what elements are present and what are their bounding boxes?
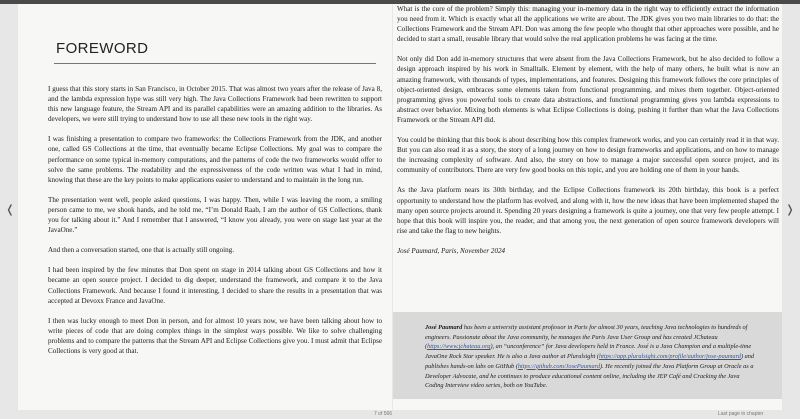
page-indicator: 7 of 566: [374, 411, 393, 417]
next-page-chevron-icon[interactable]: ❭: [785, 202, 795, 216]
paragraph: What is the core of the problem? Simply this: managing your in-memory data in the right way to efficiently extract the information you need from it. Which is exactly what all the applications we write are about. The JDK gives you two main libraries to do that: the Collections Framework and the Stream API. Don was among the few people who thought that other approaches were possible, and he decided to start a small, reusable library that would solve the real application problems he was facing at the time.: [397, 5, 779, 44]
bio-text-4: ). He recently joined the Java Platform Group at Oracle as a Developer Advocate, and he continues to produce educational content online, including the JEP Café and Cracking the Java Coding Interview video series, both on YouTube.: [425, 362, 754, 390]
paragraph: As the Java platform nears its 30th birthday, and the Eclipse Collections framework its 20th birthday, this book is a perfect opportunity to understand how the platform has evolved, and along with it, how the new ideas that have been implemented shaped the many open source projects around it. Spending 20 years designing a framework is quite a journey, one that very few people attempt. I hope that this book will inspire you, the reader, and that among you, the next generation of open source framework developers will rise and take the flag to new heights.: [397, 186, 779, 235]
bio-text-1: has been a university assistant professor in Paris for almost 30 years, teaching Java technologies to hundreds of engineers. Passionate about the Java community, he manages the Paris Java User Group and has created JChateau (: [425, 324, 748, 351]
last-page-in-chapter-label: Last page in chapter: [718, 411, 764, 417]
github-link[interactable]: https://github.com/JosePaumard: [517, 362, 601, 370]
paragraph: Not only did Don add in-memory structures that were absent from the Java Collections Framework, but he also decided to follow a design approach inspired by his work in Smalltalk. Element by element, with the help of many others, he built what is now an amazing framework, with thousands of types, implementations, and features. Designing this framework follows the core principles of object-oriented design, embraces some elements taken from functional programming, and mixes them together. Object-oriented programming gives you powerful tools to create data abstractions, and functional programming gives you lambda expressions to abstract over behavior. Mixing both elements is what Eclipse Collections is doing, pushing it further than what the Java Collections Framework or the Stream API did.: [397, 55, 779, 124]
bio-text-3: ) and publishes hands-on labs on GitHub (: [425, 353, 755, 370]
paragraph: I was finishing a presentation to compare two frameworks: the Collections Framework from the JDK, and another one, called GS Collections at the time, that eventually became Eclipse Collections. My goal was to compare the performance on some typical in-memory computations, and the patterns of code the two frameworks would offer to solve the same problems. The readability and the expressiveness of the code written was what I had in mind, knowing that these are the key points to make applications easier to understand and to maintain in the long run.: [48, 135, 382, 184]
heading-rule: [54, 63, 376, 64]
signature: José Paumard, Paris, November 2024: [397, 246, 506, 255]
right-page-text: [397, 4, 779, 266]
jchateau-link[interactable]: https://www.jchateau.org: [427, 343, 491, 351]
left-page: [18, 4, 392, 410]
paragraph: I then was lucky enough to meet Don in person, and for almost 10 years now, we have been talking about how to write pieces of code that are doing complex things in the simplest ways possible. We like to solve challenging problems and to compare the patterns that the Stream API and Eclipse Collections give you. I must admit that Eclipse Collections is very good at that.: [48, 316, 382, 355]
left-page-text: [48, 84, 382, 366]
right-page: [393, 4, 782, 410]
pluralsight-link[interactable]: https://app.pluralsight.com/profile/author/jose-paumard: [599, 353, 741, 361]
author-bio-box: [393, 312, 782, 399]
chapter-heading: FOREWORD: [56, 40, 149, 57]
paragraph: I had been inspired by the few minutes that Don spent on stage in 2014 talking about GS Collections and how it became an open source project. I decided to dig deeper, understand the framework, and compare it to the Java Collections Framework. And because I found it interesting, I decided to share the results in a presentation that was accepted at Devoxx France and JavaOne.: [48, 266, 382, 305]
paragraph: The presentation went well, people asked questions, I was happy. Then, while I was leaving the room, a smiling person came to me, we shook hands, and he told me, “I’m Donald Raab, I am the author of GS Collections, thank you for talking about it.” And I remember that I answered, “I know you already, you were on stage last year at the JavaOne.”: [48, 195, 382, 235]
bio-author-name: José Paumard: [425, 324, 463, 331]
previous-page-chevron-icon[interactable]: ❬: [5, 202, 15, 216]
author-bio-text: [425, 323, 759, 391]
paragraph: I guess that this story starts in San Francisco, in October 2015. That was almost two years after the release of Java 8, and the lambda expression hype was still very high. The Java Collections Framework had been rewritten to support this new language feature, the Stream API and its parallel capabilities were an amazing addition to the libraries. As developers, we were still trying to understand how to use all these new tools in the right way.: [48, 85, 382, 124]
paragraph: And then a conversation started, one that is actually still ongoing.: [48, 246, 234, 255]
paragraph: You could be thinking that this book is about describing how this complex framework works, and you can certainly read it in that way. But you can also read it as a story, the story of a long journey on how to design frameworks and applications, and on how to manage the increasing complexity of software. And also, the story on how to manage a major successful open source project, and its community of contributors. There are very few good books on this topic, and you are holding one of them in your hands.: [397, 136, 779, 175]
bio-text-2: ), an “unconference” for Java developers held in France. José is a Java Champion and a multiple-time JavaOne Rock Star speaker. He is also a Java author at Pluralsight (: [425, 343, 752, 361]
